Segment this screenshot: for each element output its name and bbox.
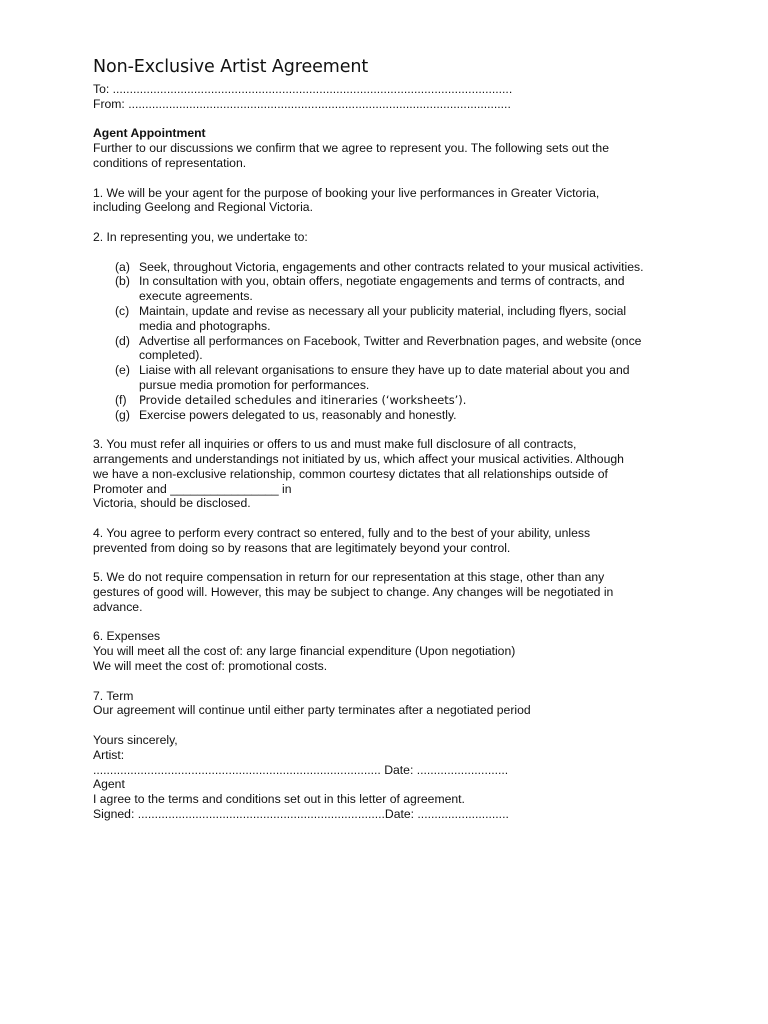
clause-3 — [93, 437, 693, 511]
spacer — [93, 615, 693, 630]
spacer — [93, 718, 693, 733]
item-marker: (d) — [115, 333, 130, 348]
paragraph-line: You will meet all the cost of: any large financial expenditure (Upon negotiation) — [93, 644, 516, 659]
spacer — [93, 245, 693, 260]
clause-1 — [93, 186, 693, 216]
undertaking-item — [93, 408, 693, 423]
item-text-line: pursue media promotion for performances. — [139, 377, 370, 392]
clause-6-expenses — [93, 629, 693, 673]
item-marker: (b) — [115, 274, 130, 289]
agreement-statement: I agree to the terms and conditions set out in this letter of agreement. — [93, 792, 465, 807]
item-text-line: Maintain, update and revise as necessary all your publicity material, including flyers, social — [139, 303, 627, 318]
closing-signatures — [93, 733, 693, 822]
paragraph-line: including Geelong and Regional Victoria. — [93, 200, 313, 215]
undertaking-item — [93, 304, 693, 334]
item-text-line: Liaise with all relevant organisations to ensure they have up to date material about you and — [139, 363, 630, 378]
clause-7-term — [93, 689, 693, 719]
item-text-line: execute agreements. — [139, 289, 253, 304]
to-line: To: ...................................................................................................................... — [93, 82, 513, 96]
paragraph-line: 1. We will be your agent for the purpose of booking your live performances in Greater Victoria, — [93, 185, 600, 200]
paragraph-line: 5. We do not require compensation in return for our representation at this stage, other than any — [93, 570, 605, 585]
paragraph-line: 3. You must refer all inquiries or offers to us and must make full disclosure of all contracts, — [93, 437, 577, 452]
agent-label: Agent — [93, 777, 125, 792]
item-text-line: Exercise powers delegated to us, reasonably and honestly. — [139, 407, 457, 422]
spacer — [93, 422, 693, 437]
clause-5 — [93, 570, 693, 614]
clause-heading: 7. Term — [93, 688, 134, 703]
item-text-line: Advertise all performances on Facebook, Twitter and Reverbnation pages, and website (once — [139, 333, 642, 348]
item-text-line: completed). — [139, 348, 203, 363]
item-text-line: Seek, throughout Victoria, engagements and other contracts related to your musical activities. — [139, 259, 644, 274]
document-title: Non-Exclusive Artist Agreement — [93, 57, 369, 77]
from-line: From: ................................................................................................................. — [93, 96, 511, 111]
section-agent-appointment — [93, 126, 693, 170]
paragraph-line: conditions of representation. — [93, 155, 247, 170]
clause-4 — [93, 526, 693, 556]
spacer — [93, 171, 693, 186]
paragraph-line: Further to our discussions we confirm that we agree to represent you. The following sets out the — [93, 141, 609, 156]
paragraph-line: we have a non-exclusive relationship, common courtesy dictates that all relationships outside of — [93, 466, 608, 481]
undertakings-list — [93, 260, 693, 423]
paragraph-line: arrangements and understandings not initiated by us, which affect your musical activities. Although — [93, 451, 624, 466]
signed-line: Signed: .........................................................................Date: ........................... — [93, 807, 509, 822]
item-marker: (a) — [115, 259, 130, 274]
closing-salutation: Yours sincerely, — [93, 733, 178, 748]
item-marker: (g) — [115, 407, 130, 422]
item-marker: (f) — [115, 392, 127, 407]
item-marker: (e) — [115, 363, 130, 378]
artist-signature-line: ..................................................................................... Date: ........................... — [93, 762, 509, 777]
agreement-document — [93, 56, 693, 822]
paragraph-line: gestures of good will. However, this may be subject to change. Any changes will be negotiated in — [93, 585, 614, 600]
paragraph-line: 4. You agree to perform every contract so entered, fully and to the best of your ability, unless — [93, 525, 591, 540]
paragraph-line: Our agreement will continue until either party terminates after a negotiated period — [93, 703, 531, 718]
paragraph-line: Victoria, should be disclosed. — [93, 496, 251, 511]
spacer — [93, 674, 693, 689]
undertaking-item — [93, 334, 693, 364]
paragraph-line: advance. — [93, 599, 143, 614]
clause-heading: 6. Expenses — [93, 629, 161, 644]
undertaking-item — [93, 393, 693, 408]
spacer — [93, 556, 693, 571]
paragraph-line: We will meet the cost of: promotional costs. — [93, 659, 328, 674]
undertaking-item — [93, 363, 693, 393]
item-text-line: Provide detailed schedules and itineraries (‘worksheets’). — [139, 392, 467, 407]
item-marker: (c) — [115, 303, 130, 318]
section-heading: Agent Appointment — [93, 126, 206, 141]
spacer — [93, 215, 693, 230]
paragraph-line: Promoter and ________________ in — [93, 481, 292, 496]
artist-label: Artist: — [93, 747, 125, 762]
clause-2 — [93, 230, 693, 422]
undertaking-item — [93, 274, 693, 304]
paragraph-line: prevented from doing so by reasons that are legitimately beyond your control. — [93, 540, 511, 555]
spacer — [93, 112, 693, 127]
item-text-line: In consultation with you, obtain offers, negotiate engagements and terms of contracts, and — [139, 274, 625, 289]
undertaking-item — [93, 260, 693, 275]
paragraph-line: 2. In representing you, we undertake to: — [93, 229, 308, 244]
spacer — [93, 511, 693, 526]
item-text-line: media and photographs. — [139, 318, 271, 333]
